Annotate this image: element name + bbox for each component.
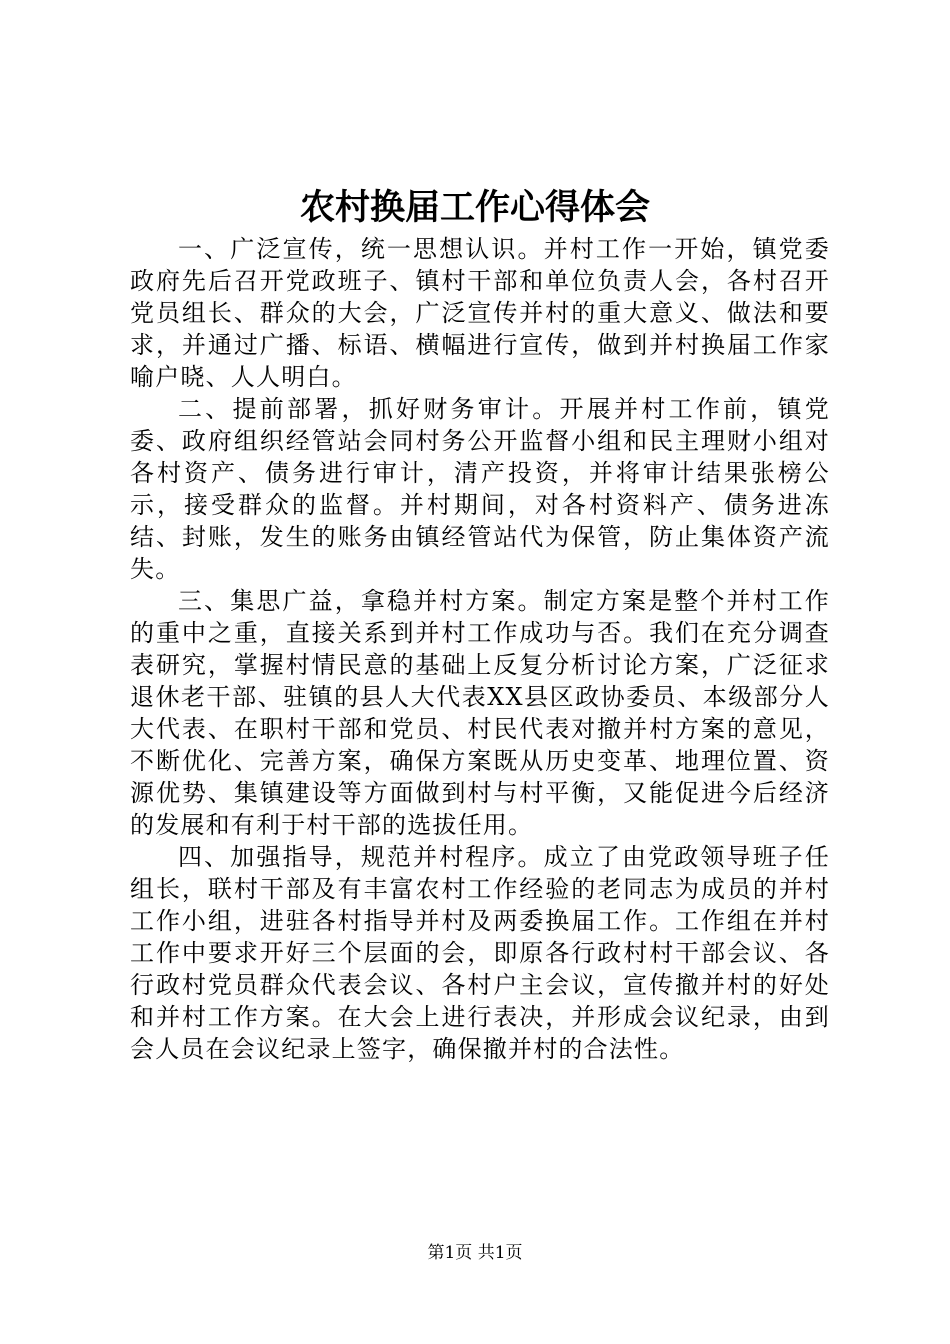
page-number-footer: 第1页 共1页: [427, 1243, 523, 1263]
document-body: [130, 233, 830, 1065]
paragraph-1: 一、广泛宣传，统一思想认识。并村工作一开始，镇党委政府先后召开党政班子、镇村干部和单位负责人会，各村召开党员组长、群众的大会，广泛宣传并村的重大意义、做法和要求，并通过广播、标语、横幅进行宣传，做到并村换届工作家喻户晓、人人明白。: [130, 235, 830, 391]
paragraph-2: 二、提前部署，抓好财务审计。开展并村工作前，镇党委、政府组织经管站会同村务公开监督小组和民主理财小组对各村资产、债务进行审计，清产投资，并将审计结果张榜公示，接受群众的监督。并村期间，对各村资料产、债务进冻结、封账，发生的账务由镇经管站代为保管，防止集体资产流失。: [130, 395, 830, 583]
document-title: 农村换届工作心得体会: [299, 187, 650, 228]
paragraph-4: 四、加强指导，规范并村程序。成立了由党政领导班子任组长，联村干部及有丰富农村工作经验的老同志为成员的并村工作小组，进驻各村指导并村及两委换届工作。工作组在并村工作中要求开好三个层面的会，即原各行政村村干部会议、各行政村党员群众代表会议、各村户主会议，宣传撤并村的好处和并村工作方案。在大会上进行表决，并形成会议纪录，由到会人员在会议纪录上签字，确保撤并村的合法性。: [130, 843, 830, 1063]
paragraph-3: 三、集思广益，拿稳并村方案。制定方案是整个并村工作的重中之重，直接关系到并村工作成功与否。我们在充分调查表研究，掌握村情民意的基础上反复分析讨论方案，广泛征求退休老干部、驻镇的县人大代表XX县区政协委员、本级部分人大代表、在职村干部和党员、村民代表对撤并村方案的意见，不断优化、完善方案，确保方案既从历史变革、地理位置、资源优势、集镇建设等方面做到村与村平衡，又能促进今后经济的发展和有利于村干部的选拔任用。: [130, 587, 830, 839]
